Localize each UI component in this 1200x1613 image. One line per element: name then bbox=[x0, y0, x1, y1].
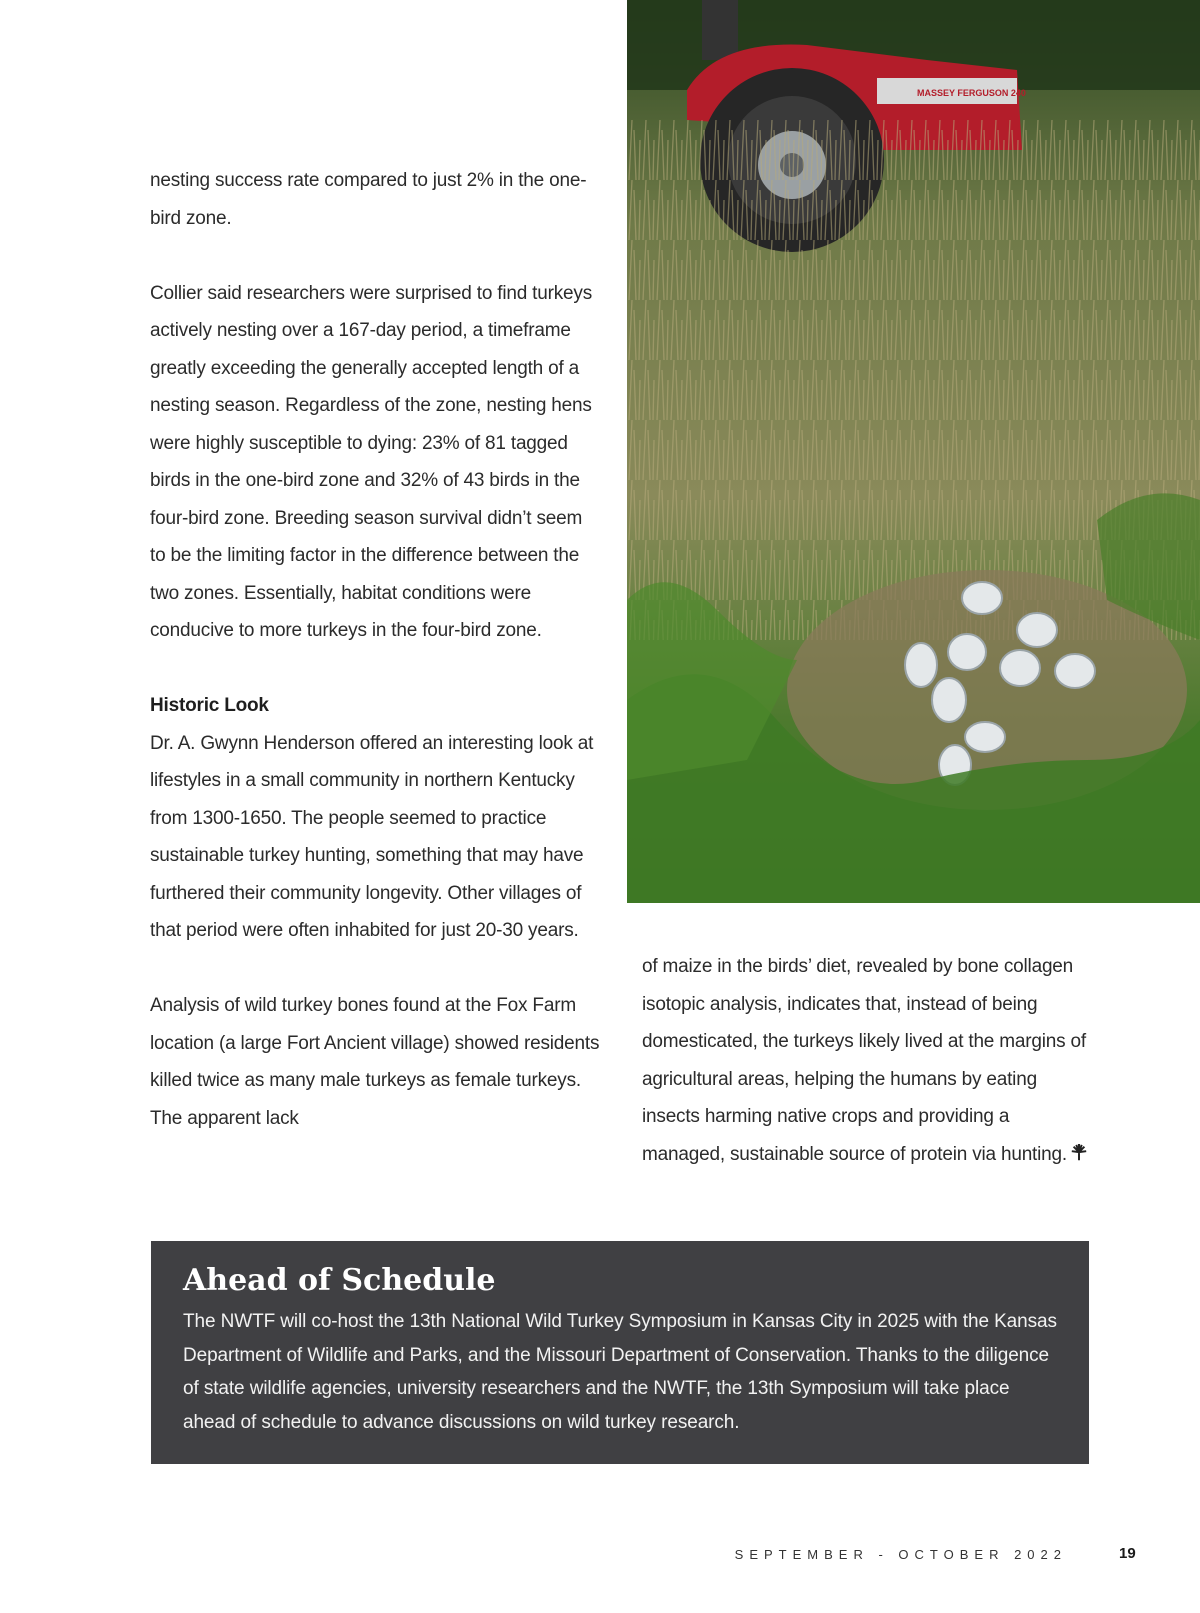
paragraph-nesting-success: nesting success rate compared to just 2% in the one-bird zone. bbox=[150, 170, 587, 229]
paragraph-henderson: Dr. A. Gwynn Henderson offered an interesting look at lifestyles in a small community in northern Kentucky from 1300-1650. The people seemed to practice sustainable turkey hunting, something that may have furthered their community longevity. Other villages of that period were often inhabited for just 20-30 years. bbox=[150, 732, 594, 941]
tractor-badge: MASSEY FERGUSON 240 bbox=[917, 88, 1026, 98]
sidebar-body: The NWTF will co-host the 13th National Wild Turkey Symposium in Kansas City in 2025 with the Kansas Department of Wildlife and Parks, and the Missouri Department of Conservation. Thanks to the diligence of state wildlife agencies, university researchers and the NWTF, the 13th Symposium will take place ahead of schedule to advance discussions on wild turkey research. bbox=[183, 1311, 1057, 1433]
tractor-nest-photo bbox=[627, 0, 1200, 903]
article-left-column bbox=[150, 162, 600, 1137]
paragraph-bone-analysis: Analysis of wild turkey bones found at the Fox Farm location (a large Fort Ancient village) showed residents killed twice as many male turkeys as female turkeys. The apparent lack bbox=[150, 995, 600, 1129]
paragraph-maize-diet: of maize in the birds’ diet, revealed by bone collagen isotopic analysis, indicates that, instead of being domesticated, the turkeys likely lived at the margins of agricultural areas, helping the humans by eating insects harming native crops and providing a managed, sustainable source of protein via hunting. bbox=[642, 956, 1086, 1165]
turkey-end-mark-icon bbox=[1070, 1144, 1088, 1162]
subheading-historic-look: Historic Look bbox=[150, 695, 269, 716]
sidebar-title: Ahead of Schedule bbox=[183, 1263, 496, 1298]
issue-date: SEPTEMBER - OCTOBER 2022 bbox=[734, 1547, 1067, 1562]
sidebar-box bbox=[151, 1241, 1089, 1464]
paragraph-collier: Collier said researchers were surprised to find turkeys actively nesting over a 167-day period, a timeframe greatly exceeding the generally accepted length of a nesting season. Regardless of the zone, nesting hens were highly susceptible to dying: 23% of 81 tagged birds in the one-bird zone and 32% of 43 birds in the four-bird zone. Breeding season survival didn’t seem to be the limiting factor in the difference between the two zones. Essentially, habitat conditions were conducive to more turkeys in the four-bird zone. bbox=[150, 282, 593, 641]
article-right-column bbox=[642, 948, 1092, 1173]
page-number: 19 bbox=[1119, 1545, 1136, 1562]
